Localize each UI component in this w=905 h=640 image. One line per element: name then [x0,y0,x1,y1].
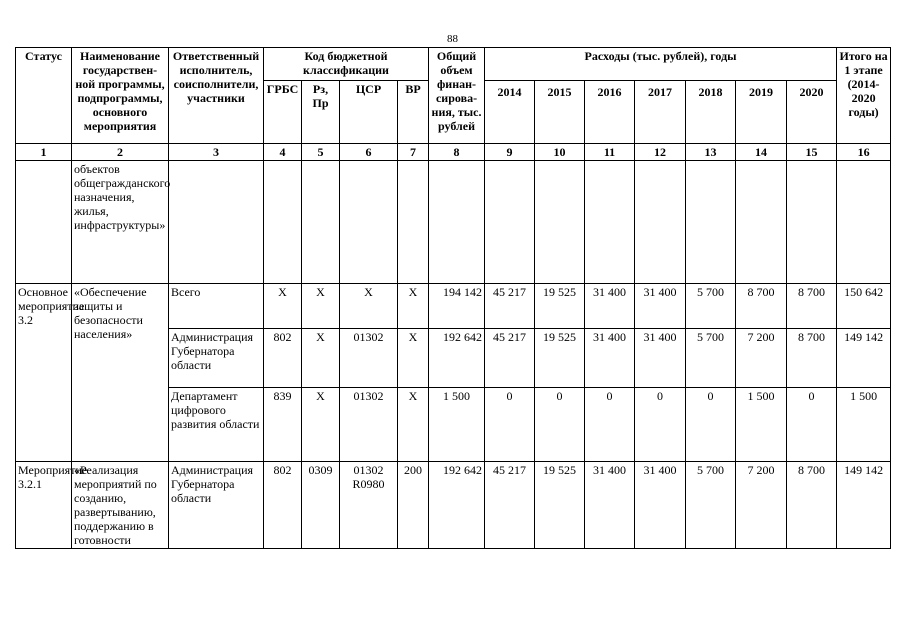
grbs-cell: 802 [264,329,302,388]
rz-cell: Х [302,284,340,329]
year-cell: 31 400 [585,284,635,329]
year-cell: 7 200 [736,462,787,549]
header-year: 2019 [736,81,787,144]
header-name: Наименование государствен-ной программы, подпрограммы, основного мероприятия [72,48,169,144]
year-cell: 31 400 [635,329,686,388]
header-status: Статус [16,48,72,144]
main-event-status: Основное мероприятие 3.2 [16,284,72,462]
vr-cell: Х [398,388,429,462]
page-number: 88 [447,33,458,45]
stage-total-cell: 149 142 [837,462,891,549]
header-grbs: ГРБС [264,81,302,144]
year-cell: 31 400 [585,329,635,388]
column-number: 9 [485,144,535,161]
rz-cell: Х [302,388,340,462]
grbs-cell: 839 [264,388,302,462]
total-cell: 192 642 [429,329,485,388]
column-number: 11 [585,144,635,161]
column-number: 14 [736,144,787,161]
header-year: 2014 [485,81,535,144]
executor-cell: Всего [169,284,264,329]
stage-total-cell: 1 500 [837,388,891,462]
year-cell: 8 700 [787,462,837,549]
header-vr: ВР [398,81,429,144]
year-cell: 19 525 [535,284,585,329]
header-year: 2015 [535,81,585,144]
column-number: 10 [535,144,585,161]
column-number: 3 [169,144,264,161]
rz-cell: Х [302,329,340,388]
stage-total-cell: 149 142 [837,329,891,388]
budget-table [15,47,891,549]
csr-cell: Х [340,284,398,329]
year-cell: 0 [535,388,585,462]
sub-event-name: «Реализация мероприятий по созданию, развертыванию, поддержанию в готовности [72,462,169,549]
column-number: 7 [398,144,429,161]
sub-event-status: Мероприятие 3.2.1 [16,462,72,549]
year-cell: 0 [635,388,686,462]
column-number: 4 [264,144,302,161]
column-number: 13 [686,144,736,161]
year-cell: 0 [485,388,535,462]
header-csr: ЦСР [340,81,398,144]
executor-cell: Администрация Губернатора области [169,329,264,388]
year-cell: 31 400 [635,462,686,549]
column-number: 2 [72,144,169,161]
header-row [16,48,891,81]
column-number: 5 [302,144,340,161]
header-expenses: Расходы (тыс. рублей), годы [485,48,837,81]
header-year: 2017 [635,81,686,144]
column-number: 12 [635,144,686,161]
year-cell: 5 700 [686,462,736,549]
year-cell: 5 700 [686,329,736,388]
csr-cell: 01302 [340,388,398,462]
year-cell: 45 217 [485,284,535,329]
year-cell: 0 [585,388,635,462]
grbs-cell: Х [264,284,302,329]
continuation-row [16,161,891,284]
column-number: 16 [837,144,891,161]
year-cell: 19 525 [535,329,585,388]
year-cell: 0 [787,388,837,462]
year-cell: 19 525 [535,462,585,549]
total-cell: 1 500 [429,388,485,462]
header-year: 2020 [787,81,837,144]
year-cell: 45 217 [485,462,535,549]
header-budget-code: Код бюджетной классификации [264,48,429,81]
executor-cell: Администрация Губернатора области [169,462,264,549]
table-row [16,284,891,329]
year-cell: 45 217 [485,329,535,388]
year-cell: 7 200 [736,329,787,388]
stage-total-cell: 150 642 [837,284,891,329]
executor-cell: Департамент цифрового развития области [169,388,264,462]
header-stage-total: Итого на 1 этапе (2014-2020 годы) [837,48,891,144]
continuation-text: объектов общегражданского назначения, жилья, инфраструктуры» [72,161,169,284]
year-cell: 1 500 [736,388,787,462]
total-cell: 194 142 [429,284,485,329]
grbs-cell: 802 [264,462,302,549]
total-cell: 192 642 [429,462,485,549]
main-event-name: «Обеспечение защиты и безопасности населения» [72,284,169,462]
column-number: 15 [787,144,837,161]
rz-cell: 0309 [302,462,340,549]
header-year: 2016 [585,81,635,144]
column-number: 8 [429,144,485,161]
table-row [16,462,891,549]
year-cell: 8 700 [736,284,787,329]
year-cell: 31 400 [585,462,635,549]
vr-cell: 200 [398,462,429,549]
column-number: 6 [340,144,398,161]
csr-cell: 01302 R0980 [340,462,398,549]
header-total: Общий объем финан-сирова-ния, тыс. рублей [429,48,485,144]
year-cell: 8 700 [787,329,837,388]
header-year: 2018 [686,81,736,144]
year-cell: 8 700 [787,284,837,329]
csr-cell: 01302 [340,329,398,388]
header-executor: Ответственный исполнитель, соисполнители, участники [169,48,264,144]
year-cell: 5 700 [686,284,736,329]
year-cell: 31 400 [635,284,686,329]
header-rz-pr: Рз, Пр [302,81,340,144]
vr-cell: Х [398,284,429,329]
column-number-row [16,144,891,161]
column-number: 1 [16,144,72,161]
vr-cell: Х [398,329,429,388]
year-cell: 0 [686,388,736,462]
